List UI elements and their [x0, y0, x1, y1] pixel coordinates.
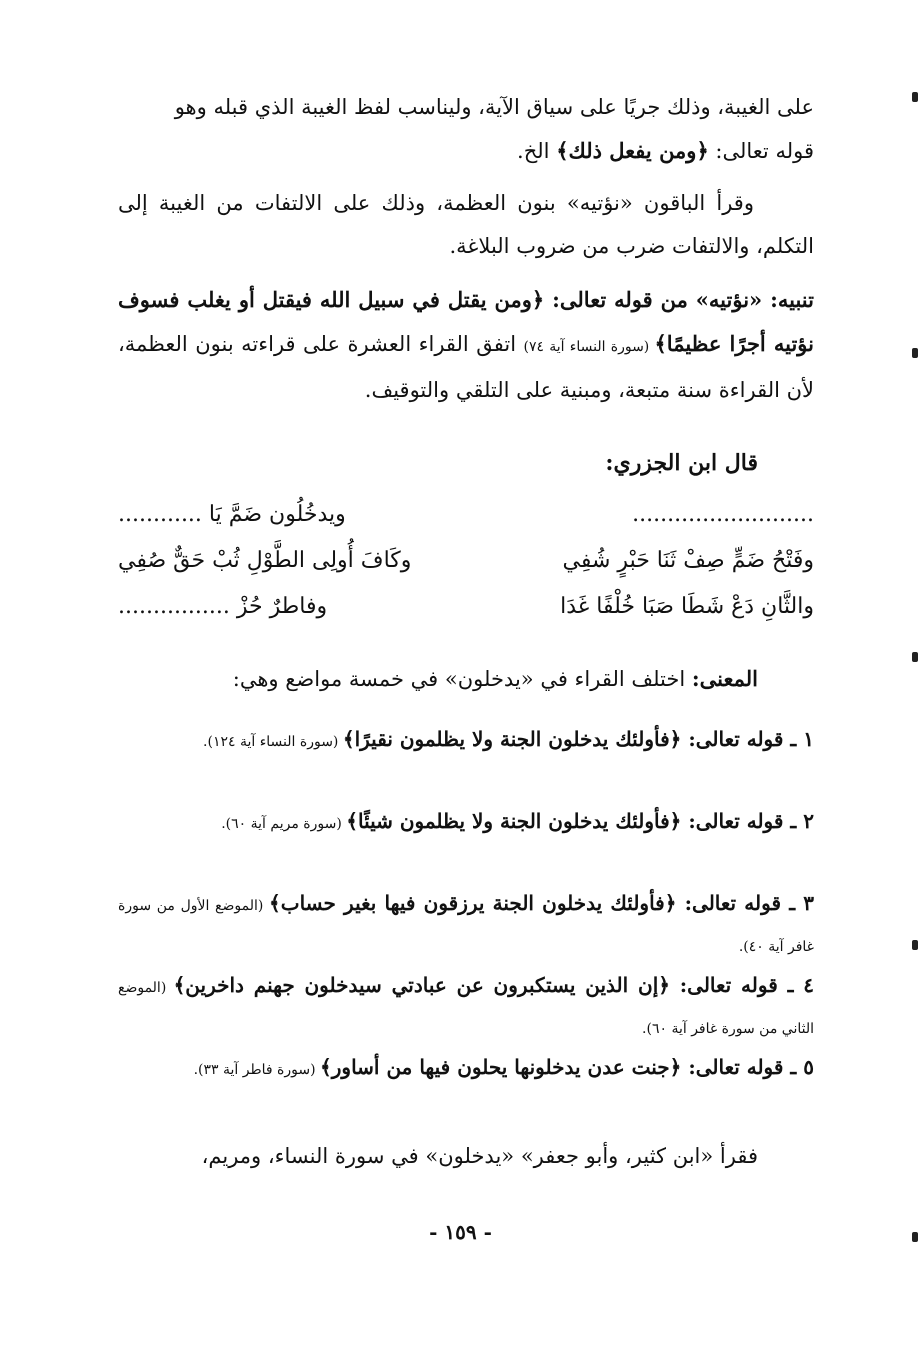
meaning-text: اختلف القراء في «يدخلون» في خمسة مواضع وهي:	[232, 667, 692, 691]
item-number: ١ ـ	[783, 727, 814, 751]
surah-reference: (الموضع الأول من سورة غافر آية ٤٠).	[118, 898, 814, 955]
item-number: ٢ ـ	[783, 809, 814, 833]
quran-quote: ﴿فأولئك يدخلون الجنة يرزقون فيها بغير حساب﴾	[269, 891, 677, 915]
paragraph-1	[118, 86, 814, 173]
surah-reference: (سورة فاطر آية ٣٣).	[193, 1062, 321, 1078]
surah-reference: (الموضع الثاني من سورة غافر آية ٦٠).	[118, 980, 814, 1037]
section-heading: قال ابن الجزري:	[605, 450, 758, 476]
verse-hemistich-right: والثَّانِ دَعْ شَطَا صَبَا خُلْفًا غَدَا	[560, 594, 814, 619]
meaning-line	[118, 666, 758, 691]
verse-hemistich-left: ويدخُلُون ضَمَّ يَا ............	[118, 502, 346, 527]
quran-quote: ﴿فأولئك يدخلون الجنة ولا يظلمون شيئًا﴾	[346, 809, 682, 833]
quran-quote: ﴿ومن يقتل في سبيل الله فيقتل أو يغلب فسوف نؤتيه أجرًا عظيمًا﴾	[118, 287, 814, 356]
verse-line-2	[118, 548, 814, 592]
verse-line-3	[118, 594, 814, 638]
quran-quote: ﴿فأولئك يدخلون الجنة ولا يظلمون نقيرًا﴾	[342, 727, 682, 751]
verse-hemistich-right: ..........................	[632, 502, 814, 527]
last-paragraph: فقرأ «ابن كثير، وأبو جعفر» «يدخلون» في سورة النساء، ومريم،	[201, 1144, 758, 1168]
item-intro: قوله تعالى:	[681, 727, 784, 751]
verse-line-1	[118, 502, 814, 546]
surah-reference: (سورة النساء آية ٧٤)	[523, 339, 655, 355]
item-intro: قوله تعالى:	[681, 1055, 784, 1079]
item-number: ٣ ـ	[781, 891, 814, 915]
verse-hemistich-right: وفَتْحُ ضَمٍّ صِفْ ثَنَا حَبْرٍ شُفِي	[562, 548, 814, 573]
note-text: اتفق القراء العشرة على قراءته بنون العظمة، لأن القراءة سنة متبعة، ومبنية على التلقي والتوقيف.	[118, 332, 814, 402]
item-number: ٥ ـ	[783, 1055, 814, 1079]
item-intro: قوله تعالى:	[681, 809, 784, 833]
scan-edge-mark	[912, 1232, 918, 1242]
verse-hemistich-left: وفاطرٌ حُزْ ................	[118, 594, 328, 619]
surah-reference: (سورة مريم آية ٦٠).	[221, 816, 347, 832]
paragraph-1-line-1: على الغيبة، وذلك جريًا على سياق الآية، وليناسب لفظ الغيبة الذي قبله وهو	[174, 95, 814, 119]
paragraph-1-intro: قوله تعالى:	[708, 139, 814, 163]
page-number: - ١٥٩ -	[429, 1220, 492, 1244]
note-intro: تنبيه: «نؤتيه» من قوله تعالى:	[544, 287, 814, 312]
item-3	[118, 884, 814, 966]
quran-quote: ﴿إن الذين يستكبرون عن عبادتي سيدخلون جهنم داخرين﴾	[173, 973, 670, 997]
scan-edge-mark	[912, 940, 918, 950]
paragraph-2	[118, 182, 814, 268]
item-1	[118, 720, 814, 761]
scan-edge-mark	[912, 92, 918, 102]
item-intro: قوله تعالى:	[676, 891, 781, 915]
surah-reference: (سورة النساء آية ١٢٤).	[203, 734, 343, 750]
item-2	[118, 802, 814, 843]
item-intro: قوله تعالى:	[669, 973, 778, 997]
meaning-label: المعنى:	[691, 666, 758, 691]
item-number: ٤ ـ	[777, 973, 814, 997]
verse-hemistich-left: وكَافَ أُولِى الطَّوْلِ ثُبْ حَقٌّ صُفِي	[118, 548, 412, 573]
item-5	[118, 1048, 814, 1089]
scan-edge-mark	[912, 652, 918, 662]
quran-quote: ﴿جنت عدن يدخلونها يحلون فيها من أساور﴾	[320, 1055, 682, 1079]
quran-quote: ﴿ومن يفعل ذلك﴾	[556, 138, 709, 163]
paragraph-3-note	[118, 278, 814, 412]
scan-edge-mark	[912, 348, 918, 358]
paragraph-1-end: الخ.	[517, 139, 557, 163]
item-4	[118, 966, 814, 1048]
paragraph-2-text: وقرأ الباقون «نؤتيه» بنون العظمة، وذلك على الالتفات من الغيبة إلى التكلم، والالتفات ضرب من ضروب البلاغة.	[118, 191, 814, 258]
